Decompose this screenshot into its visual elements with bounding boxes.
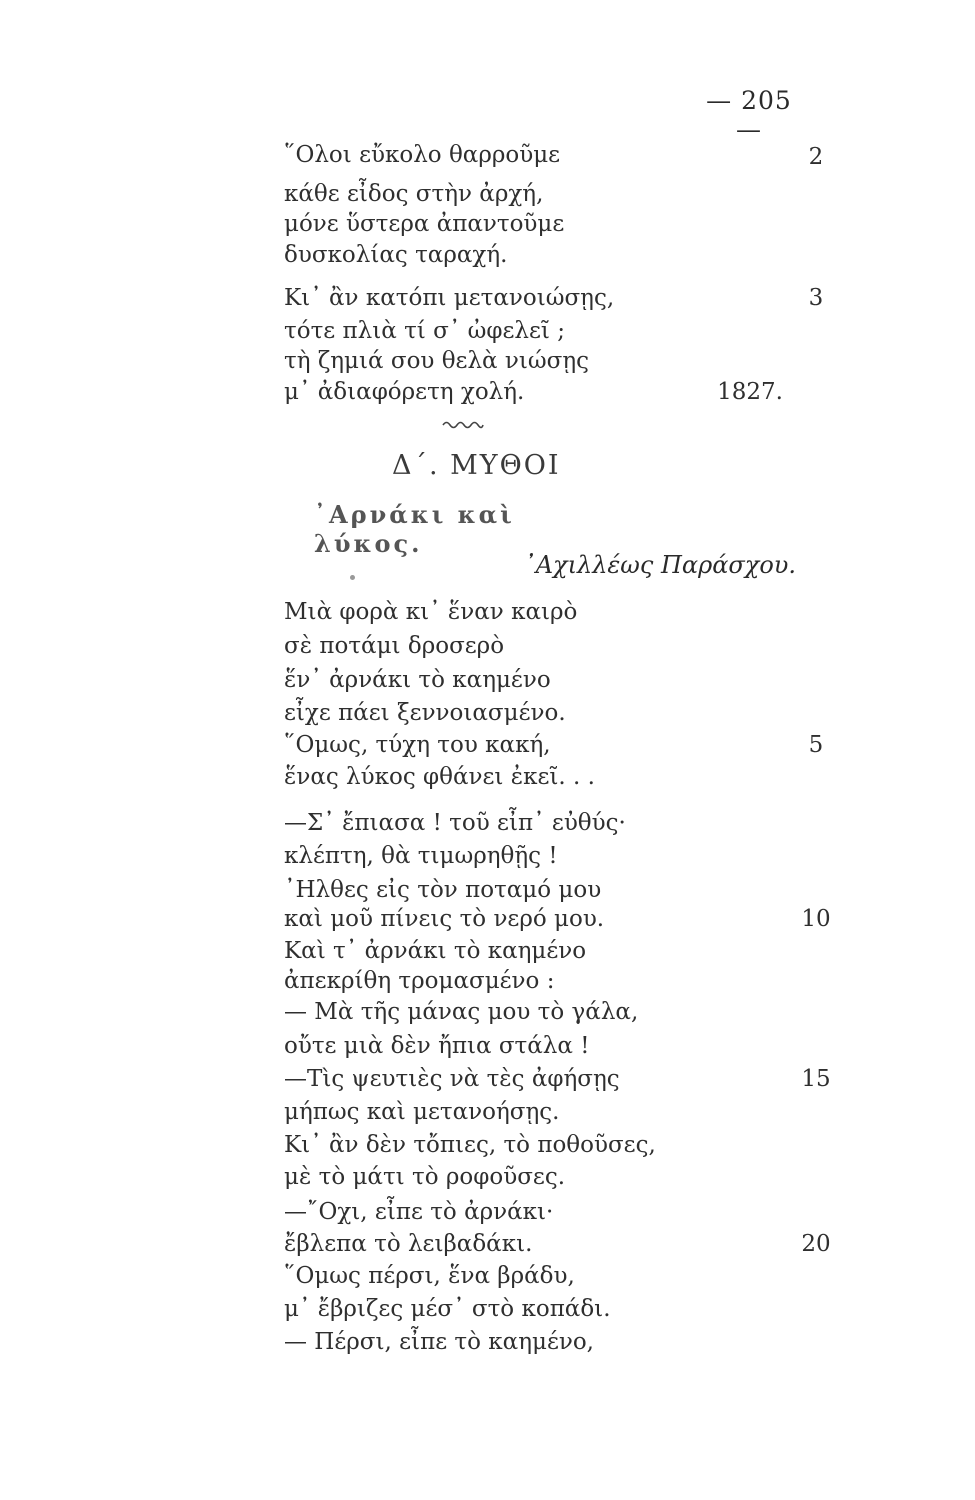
poem-author: ᾽Αχιλλέως Παράσχου. <box>523 551 796 579</box>
poem-line: μόνε ὕστερα ἀπαντοῦμε <box>284 211 565 237</box>
poem-line: μ᾽ ἀδιαφόρετη χολή. <box>284 379 525 405</box>
poem-line: κάθε εἶδος στὴν ἀρχή, <box>284 181 544 207</box>
poem-line: —Τὶς ψευτιὲς νὰ τὲς ἀφήσῃς <box>284 1066 620 1092</box>
poem-line: ᾿Ηλθες εἰς τὸν ποταμό μου <box>284 877 602 903</box>
poem-line: — Πέρσι, εἶπε τὸ καημένο, <box>284 1329 594 1355</box>
poem-line: ἕνας λύκος φθάνει ἐκεῖ. . . <box>284 764 595 790</box>
poem-line: ῞Ομως, τύχη του κακή, <box>284 732 551 758</box>
poem-line: καὶ μοῦ πίνεις τὸ νερό μου. <box>284 906 605 932</box>
poem-line: κλέπτη, θὰ τιμωρηθῇς ! <box>284 843 558 869</box>
print-speck <box>350 575 355 580</box>
line-number: 5 <box>808 732 824 758</box>
poem-line: τὴ ζημιά σου θελὰ νιώσῃς <box>284 348 590 374</box>
poem-line: ῞Ομως πέρσι, ἕνα βράδυ, <box>284 1263 575 1289</box>
page-number: — 205 — <box>706 86 792 144</box>
poem-line: — Μὰ τῆς μάνας μου τὸ γάλα, <box>284 999 639 1025</box>
poem-line: Κι᾽ ἂν κατόπι μετανοιώσῃς, <box>284 285 615 311</box>
section-title: Δ΄. ΜΥΘΟΙ <box>392 450 561 481</box>
poem-line: μ᾽ ἔβριζες μέσ᾽ στὸ κοπάδι. <box>284 1296 611 1322</box>
line-number: 15 <box>801 1066 831 1092</box>
line-number: 10 <box>801 906 831 932</box>
poem-line: μήπως καὶ μετανοήσῃς. <box>284 1099 560 1125</box>
stanza-number: 3 <box>808 285 824 311</box>
poem-line: ἕν᾽ ἀρνάκι τὸ καημένο <box>284 667 551 693</box>
poem-line: —῎Οχι, εἶπε τὸ ἀρνάκι· <box>284 1199 554 1225</box>
poem-line: Μιὰ φορὰ κι᾽ ἕναν καιρὸ <box>284 599 578 625</box>
poem-line: ῞Ολοι εὔκολο θαρροῦμε <box>284 142 561 168</box>
poem-line: εἶχε πάει ξεννοιασμένο. <box>284 700 566 726</box>
poem-line: Καὶ τ᾽ ἀρνάκι τὸ καημένο <box>284 938 587 964</box>
poem-line: μὲ τὸ μάτι τὸ ροφοῦσες. <box>284 1164 566 1190</box>
poem-year: 1827. <box>717 379 783 405</box>
poem-line: ἔβλεπα τὸ λειβαδάκι. <box>284 1231 533 1257</box>
poem-line: οὔτε μιὰ δὲν ἤπια στάλα ! <box>284 1033 590 1059</box>
poem-line: σὲ ποτάμι δροσερὸ <box>284 633 505 659</box>
stanza-number: 2 <box>808 144 824 170</box>
wavy-divider-ornament <box>442 418 484 432</box>
poem-line: Κι᾽ ἂν δὲν τὄπιες, τὸ ποθοῦσες, <box>284 1132 656 1158</box>
poem-line: τότε πλιὰ τί σ᾽ ὠφελεῖ ; <box>284 318 565 344</box>
poem-line: ἀπεκρίθη τρομασμένο : <box>284 968 555 994</box>
poem-line: —Σ᾽ ἔπιασα ! τοῦ εἶπ᾽ εὐθύς· <box>284 810 626 836</box>
line-number: 20 <box>801 1231 831 1257</box>
poem-title: ᾽Αρνάκι καὶ λύκος. <box>314 500 515 558</box>
poem-line: δυσκολίας ταραχή. <box>284 242 508 268</box>
